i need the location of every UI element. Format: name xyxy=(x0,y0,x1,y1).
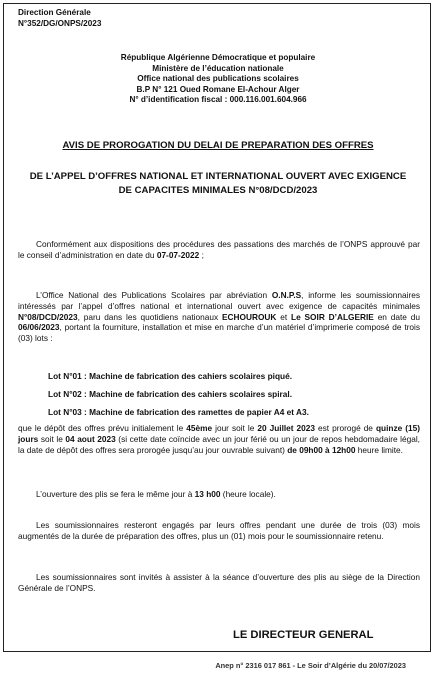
approval-date: 07-07-2022 xyxy=(156,249,200,260)
lot-item-3: Lot N°03 : Machine de fabrication des ramettes de papier A4 et A3. xyxy=(48,407,309,417)
paragraph-6: Les soumissionnaires sont invités à assister à la séance d’ouverture des plis au siège de la Direction Générale de l’ONPS. xyxy=(18,572,420,593)
subtitle-line-2: DE CAPACITES MINIMALES N°08/DCD/2023 xyxy=(118,185,318,196)
paragraph-5: Les soumissionnaires resteront engagés par leurs offres pendant une durée de trois (03) mois augmentés de la durée de préparation des offres, plus un (01) mois pour le soumissionnaire retenu. xyxy=(18,520,420,541)
fiscal-id-line: N° d’identification fiscal : 000.116.001.604.966 xyxy=(129,95,307,105)
tender-number: N°08/DCD/2023 xyxy=(18,311,78,322)
office-line: Office national des publications scolaires xyxy=(137,74,299,84)
lot-item-2: Lot N°02 : Machine de fabrication des cahiers scolaires spiral. xyxy=(48,389,293,399)
reference-block xyxy=(18,8,101,29)
lot-item-1: Lot N°01 : Machine de fabrication des cahiers scolaires piqué. xyxy=(48,371,293,381)
signature: LE DIRECTEUR GENERAL xyxy=(233,629,374,641)
paragraph-3: que le dépôt des offres prévu initialement le 45ème jour soit le 20 Juillet 2023 est prorogé de quinze (15) jours soit le 04 aout 2023 (si cette date coïncide avec un jour férié ou un jour de repos hebdomadaire légal, la date de dépôt des offres sera prorogée jusqu’au jour ouvrable suivant) de 09h00 à 12h00 heure limite. xyxy=(18,423,420,455)
notice-title: AVIS DE PROROGATION DU DELAI DE PREPARATION DES OFFRES xyxy=(62,140,374,151)
notice-subtitle xyxy=(0,170,436,198)
paragraph-4: L’ouverture des plis se fera le même jour à 13 h00 (heure locale). xyxy=(36,489,276,499)
reference-number: N°352/DG/ONPS/2023 xyxy=(18,18,102,28)
publication-footer: Anep n° 2316 017 861 - Le Soir d’Algérie du 20/07/2023 xyxy=(215,661,406,670)
subtitle-line-1: DE L’APPEL D’OFFRES NATIONAL ET INTERNATIONAL OUVERT AVEC EXIGENCE xyxy=(29,171,407,182)
ministry-line: Ministère de l’éducation nationale xyxy=(152,63,284,73)
republic-line: République Algérienne Démocratique et populaire xyxy=(120,53,316,62)
paragraph-1: Conformément aux dispositions des procédures des passations des marchés de l’ONPS approuvé par le conseil d’administration en date du 07-07-2022 ; xyxy=(18,239,420,260)
issuer-block xyxy=(0,53,436,106)
new-deadline: 04 aout 2023 xyxy=(65,433,116,444)
paragraph-2: L’Office National des Publications Scolaires par abréviation O.N.P.S, informe les soumissionnaires intéressés par l’appel d’offres national et international ouvert avec exigence de capacités minimales N°08/DCD/2023, paru dans les quotidiens nationaux ECHOUROUK et Le SOIR D’ALGERIE en date du 06/06/2023, portant la fourniture, installation et mise en marche d’un matériel d’imprimerie composé de trois (03) lots : xyxy=(18,290,421,344)
address-line: B.P N° 121 Oued Romane El-Achour Alger xyxy=(136,84,300,94)
direction-label: Direction Générale xyxy=(18,8,91,17)
